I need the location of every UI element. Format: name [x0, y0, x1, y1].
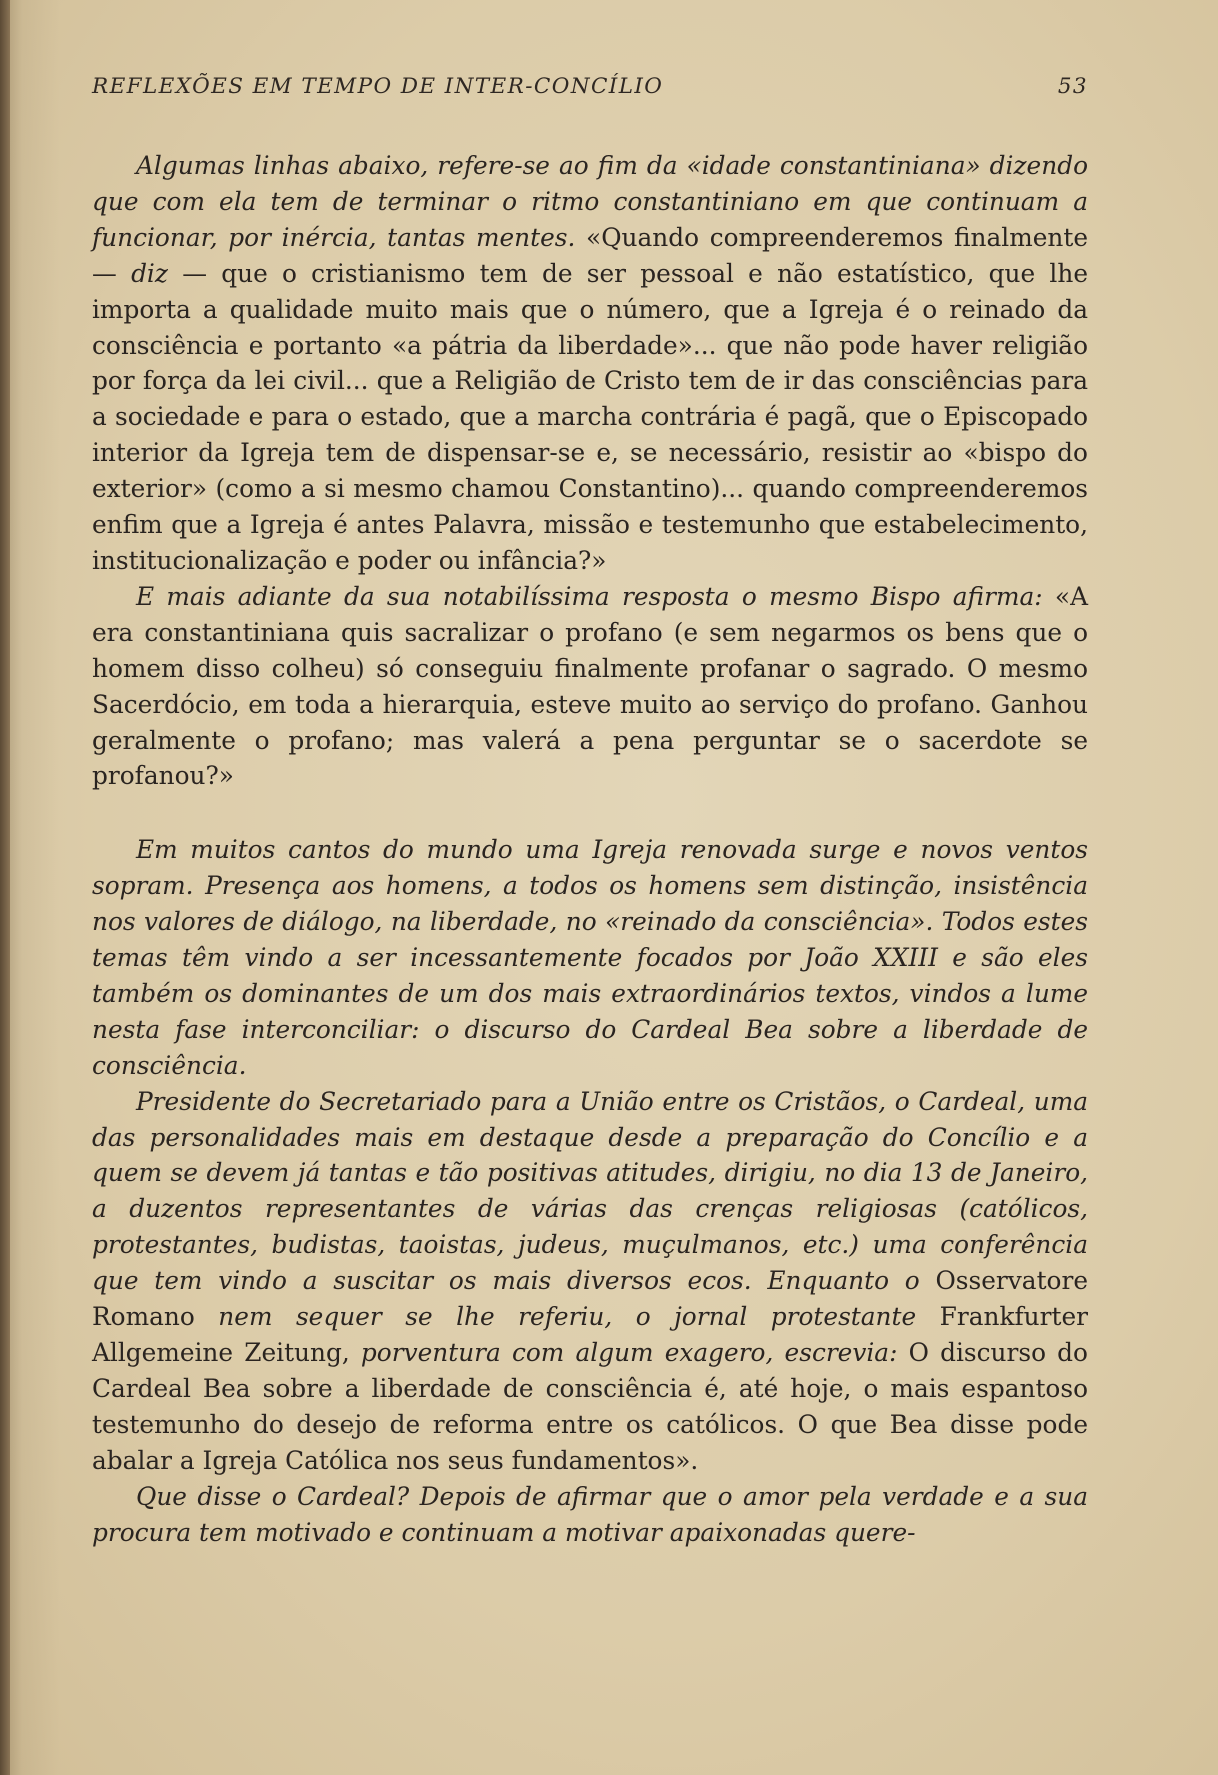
book-spine-shadow [0, 0, 10, 1775]
paragraph-2-quote: «A era constantiniana quis sacralizar o profano (e sem negarmos os bens que o homem disso colheu) só conseguiu finalmente profanar o sagrado. O mesmo Sacerdócio, em toda a hierarquia, esteve muito ao serviço do profano. Ganhou geralmente o profano; mas valerá a pena perguntar se o sacerdote se profanou?» [92, 581, 1088, 791]
section-gap [92, 794, 1088, 832]
paragraph-4-italic-c: nem sequer se lhe referiu, o jornal protestante [218, 1302, 917, 1332]
paragraph-3: Em muitos cantos do mundo uma Igreja renovada surge e novos ventos sopram. Presença aos homens, a todos os homens sem distinção, insistência nos valores de diálogo, na liberdade, no «reinado da consciência». Todos estes temas têm vindo a ser incessantemente focados por João XXIII e são eles também os dominantes de um dos mais extraordinários textos, vindos a lume nesta fase interconciliar: o discurso do Cardeal Bea sobre a liberdade de consciência. [92, 835, 1088, 1080]
paragraph-5: Que disse o Cardeal? Depois de afirmar que o amor pela verdade e a sua procura tem motivado e continuam a motivar apaixonadas quere- [92, 1481, 1088, 1547]
paragraph-4-newspaper-1: Osservatore Romano [92, 1266, 1089, 1332]
page-header [92, 72, 1088, 106]
paragraph-1-diz: diz [131, 258, 168, 288]
paragraph-4-italic-a: Presidente do Secretariado para a União entre os Cristãos, o Cardeal, uma das personalidades mais em destaque desde a preparação do Concílio e a quem se devem já tantas e tão positivas atitudes, dirigiu, no dia 13 de Janeiro, a duzentos representantes de várias das crenças religiosas (católicos, protestantes, budistas, taoistas, judeus, muçulmanos, etc.) uma conferência que tem vindo a suscitar os mais diversos ecos. Enquanto o [92, 1086, 1088, 1296]
paragraph-4-quote: O discurso do Cardeal Bea sobre a liberdade de consciência é, até hoje, o mais espantoso testemunho do desejo de reforma entre os católicos. O que Bea disse pode abalar a Igreja Católica nos seus fundamentos». [92, 1338, 1088, 1475]
paragraph-1-quote-body: — que o cristianismo tem de ser pessoal e não estatístico, que lhe importa a qualidade muito mais que o número, que a Igreja é o reinado da consciência e portanto «a pátria da liberdade»... que não pode haver religião por força da lei civil... que a Religião de Cristo tem de ir das consciências para a sociedade e para o estado, que a marcha contrária é pagã, que o Episcopado interior da Igreja tem de dispensar-se e, se necessário, resistir ao «bispo do exterior» (como a si mesmo chamou Constantino)... quando compreenderemos enfim que a Igreja é antes Palavra, missão e testemunho que estabelecimento, institucionalização e poder ou infância?» [92, 258, 1088, 575]
page-number: 53 [1057, 74, 1088, 99]
paragraph-1-italic-intro: Algumas linhas abaixo, refere-se ao fim da «idade constantiniana» dizendo que com ela tem de terminar o ritmo constantiniano em que continuam a funcionar, por inércia, tantas mentes. [92, 151, 1088, 252]
paragraph-4 [92, 1084, 1088, 1479]
page-body [92, 148, 1088, 1550]
paragraph-1 [92, 148, 1088, 579]
paragraph-4-newspaper-2: Frankfurter Allgemeine Zeitung, [92, 1302, 1088, 1367]
running-title: REFLEXÕES EM TEMPO DE INTER-CONCÍLIO [92, 74, 664, 99]
paragraph-2 [92, 579, 1088, 794]
paragraph-1-quote-start: «Quando compreenderemos finalmente — [92, 222, 1088, 288]
paragraph-4-italic-e: porventura com algum exagero, escrevia: [360, 1338, 898, 1367]
paragraph-2-italic-intro: E mais adiante da sua notabilíssima resposta o mesmo Bispo afirma: [136, 581, 1043, 611]
